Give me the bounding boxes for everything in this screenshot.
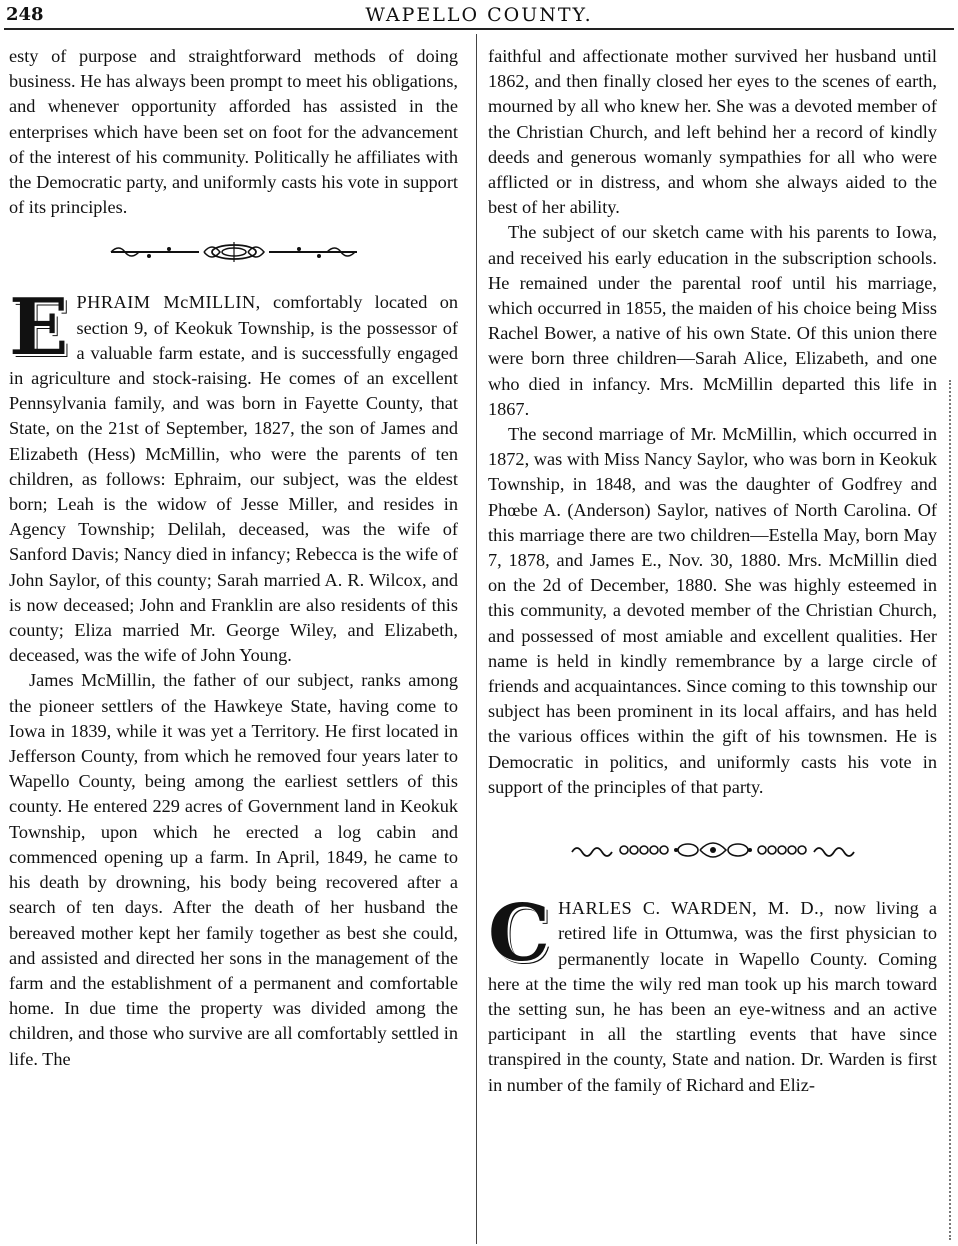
continued-paragraph: faithful and affectionate mother survived her husband until 1862, and then finally closed her eyes to the scenes of earth, mourned by all who knew her. She was a devoted member of the Christian Church, and left behind her a record of kindly deeds and generous womanly sympathies for all who were afflicted or in distress, and whom she always aided to the best of her ability. — [488, 46, 937, 218]
header-rule — [4, 28, 954, 30]
page-number: 248 — [6, 4, 44, 25]
subject-name: PHRAIM McMILLIN, — [76, 292, 261, 313]
sketch-warden-intro — [488, 888, 937, 1098]
paragraph-second-marriage: The second marriage of Mr. McMillin, which occurred in 1872, was with Miss Nancy Saylor, who was born in Keokuk Township, in 1848, and was the daughter of Godfrey and Phœbe A. (Anderson) Saylor, natives of North Carolina. Of this marriage there are two children—Estella May, born May 7, 1878, and James E., Nov. 30, 1880. Mrs. McMillin died on the 2d of December, 1880. She was highly esteemed in this community, a devoted member of the Christian Church, and possessed of most amiable and excellent qualities. Her name is held in kindly remembrance by a large circle of friends and acquaintances. Since coming to this township our subject has been prominent in its local affairs, and has held the various offices within the gift of his townsmen. He is Democratic in politics, and uniformly casts his vote in support of the principles of that party. — [488, 424, 937, 797]
running-title: WAPELLO COUNTY. — [365, 4, 593, 26]
continued-paragraph: esty of purpose and straightforward methods of doing business. He has always been prompt to meet his obligations, and whenever opportunity afforded has assisted in the enterprises which have been set on foot for the advancement of the interest of his community. Politically he affiliates with the Democratic party, and uniformly casts his vote in support of its principles. — [9, 46, 458, 218]
left-column — [9, 44, 458, 1244]
drop-cap-c: C — [488, 888, 551, 980]
decorative-flourish-divider-icon — [488, 838, 937, 878]
page-edge-rule — [949, 380, 951, 1240]
paragraph-early-life: The subject of our sketch came with his parents to Iowa, and received his early education in the subscription schools. He remained under the parental roof until his marriage, which occurred in 1855, the maiden of his choice being Miss Rachel Bower, a native of his own State. Of this union there were born three children—Sarah Alice, Elizabeth, and one who died in infancy. Mrs. McMillin departed this life in 1867. — [488, 222, 937, 419]
drop-cap-e: E — [9, 282, 69, 374]
sketch-warden-text: now living a retired life in Ottumwa, was the first physician to permanently locate in Wapello County. Coming here at the time the wily red man took up his march toward the setting sun, he has been an eye-witness and an active participant in all the startling events that have since transpired in the county, State and nation. Dr. Warden is first in number of the family of Richard and Eliz- — [488, 898, 937, 1095]
subject-name: HARLES C. WARDEN, M. D., — [558, 898, 825, 919]
column-divider — [476, 34, 477, 1244]
sketch-mcmillin-text: comfortably located on section 9, of Keokuk Township, is the possessor of a valuable farm estate, and is successfully engaged in agriculture and stock-raising. He comes of an excellent Pennsylvania family, and was born in Fayette County, that State, on the 21st of September, 1827, the son of James and Elizabeth (Hess) McMillin, who were the parents of ten children, as follows: Ephraim, our subject, was the eldest born; Leah is the widow of Jesse Miller, and resides in Agency Township; Delilah, deceased, was the wife of Sanford Davis; Nancy died in infancy; Rebecca is the wife of John Saylor, of this county; Sarah married A. R. Wilcox, and is now deceased; John and Franklin are also residents of this county; Eliza married Mr. George Wiley, and Elizabeth, deceased, was the wife of John Young. — [9, 292, 458, 666]
decorative-scroll-divider-icon — [9, 240, 458, 280]
right-column — [488, 44, 937, 1244]
sketch-mcmillin-father: James McMillin, the father of our subject, ranks among the pioneer settlers of the Hawkeye State, having come to Iowa in 1839, while it was yet a Territory. He first located in Jefferson County, from which he removed four years later to Wapello County, being among the earliest settlers of this county. He entered 229 acres of Government land in Keokuk Township, upon which he erected a log cabin and commenced opening up a farm. In April, 1849, he came to his death by drowning, his body being recovered after a search of ten days. After the death of her husband the bereaved mother kept her family together as best she could, and assisted and directed her sons in the management of the farm and the establishment of a permanent and comfortable home. In due time the property was divided among the children, and those who survive are all comfortably settled in life. The — [9, 670, 458, 1069]
sketch-mcmillin-intro — [9, 282, 458, 668]
page-header — [0, 0, 958, 30]
